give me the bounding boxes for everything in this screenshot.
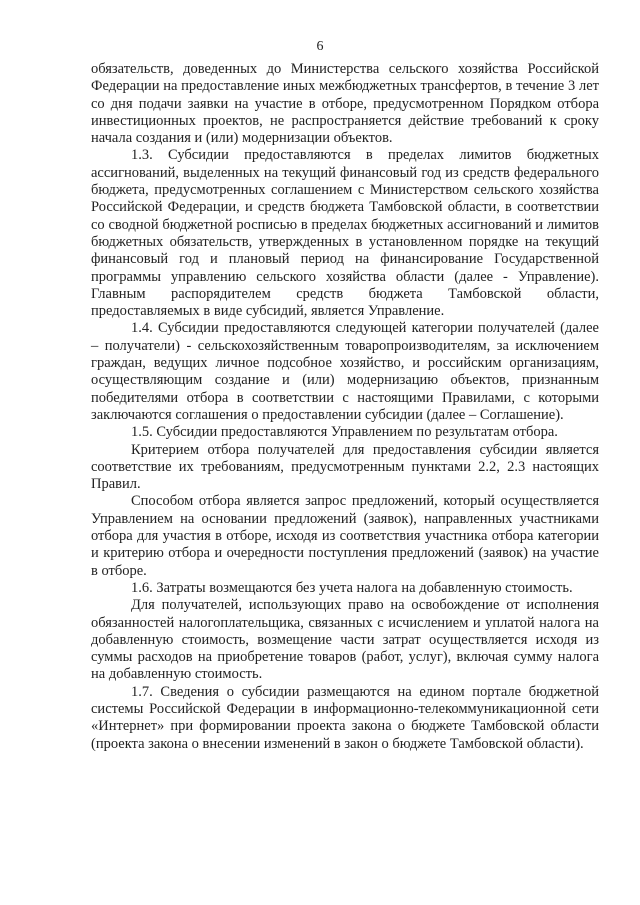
- paragraph-selection-method: Способом отбора является запрос предложений, который осуществляется Управлением на основании предложений (заявок), направленных участниками отбора для участия в отборе, исходя из соответствия участника отбора категории и критерию отбора и очередности поступления предложений (заявок) на участие в отборе.: [91, 493, 599, 579]
- paragraph-1-6: 1.6. Затраты возмещаются без учета налога на добавленную стоимость.: [131, 579, 573, 596]
- paragraph-1-5: 1.5. Субсидии предоставляются Управлением по результатам отбора.: [131, 424, 558, 441]
- paragraph-1-3: 1.3. Субсидии предоставляются в пределах лимитов бюджетных ассигнований, выделенных на текущий финансовый год из средств федерального бюджета, предусмотренных соглашением с Министерством сельского хозяйства Российской Федерации, и средств бюджета Тамбовской области, в соответствии со сводной бюджетной росписью в пределах бюджетных ассигнований и лимитов бюджетных обязательств, утвержденных в установленном порядке на текущий финансовый год и плановый период на финансирование Государственной программы управлению сельского хозяйства области (далее - Управление). Главным распорядителем средств бюджета Тамбовской области, предоставляемых в виде субсидий, является Управление.: [91, 147, 599, 320]
- page-number: 6: [316, 39, 324, 54]
- document-body: [91, 61, 599, 753]
- paragraph-selection-criterion: Критерием отбора получателей для предоставления субсидии является соответствие их требованиям, предусмотренным пунктами 2.2, 2.3 настоящих Правил.: [91, 441, 599, 493]
- paragraph-vat-exemption: Для получателей, использующих право на освобождение от исполнения обязанностей налогоплательщика, связанных с исчислением и уплатой налога на добавленную стоимость, возмещение части затрат осуществляется исходя из суммы расходов на приобретение товаров (работ, услуг), включая сумму налога на добавленную стоимость.: [91, 597, 599, 683]
- paragraph-1-7: 1.7. Сведения о субсидии размещаются на едином портале бюджетной системы Российской Федерации в информационно-телекоммуникационной сети «Интернет» при формировании проекта закона о бюджете Тамбовской области (проекта закона о внесении изменений в закон о бюджете Тамбовской области).: [91, 683, 599, 752]
- paragraph-continuation: обязательств, доведенных до Министерства сельского хозяйства Российской Федерации на предоставление иных межбюджетных трансфертов, в течение 3 лет со дня подачи заявки на участие в отборе, предусмотренном Порядком отбора инвестиционных проектов, не распространяется действие требований к сроку начала создания и (или) модернизации объектов.: [91, 61, 599, 147]
- paragraph-1-4: 1.4. Субсидии предоставляются следующей категории получателей (далее – получатели) - сельскохозяйственным товаропроизводителям, за исключением граждан, ведущих личное подсобное хозяйство, и российским организациям, осуществляющим создание и (или) модернизацию объектов, признанным победителями отбора в соответствии с настоящими Правилами, с которыми заключаются соглашения о предоставлении субсидии (далее – Соглашение).: [91, 320, 599, 423]
